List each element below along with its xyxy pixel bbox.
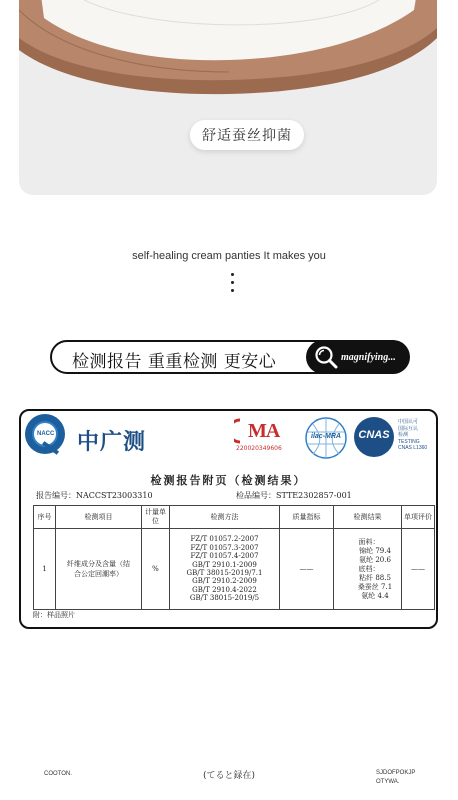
footer-right-text xyxy=(376,769,415,787)
sample-number-value: STTE2302857-001 xyxy=(276,491,352,500)
test-methods xyxy=(170,529,280,610)
result-line: 底档： xyxy=(358,564,380,573)
column-header: 计量单位 xyxy=(142,506,170,529)
column-header: 检测项目 xyxy=(56,506,142,529)
result-line: 氨纶 4.4 xyxy=(361,591,389,600)
result-line: 粘纤 88.5 xyxy=(359,573,391,582)
column-header: 检测结果 xyxy=(334,506,402,529)
cma-code: 220020349606 xyxy=(236,445,282,452)
cnas-logo xyxy=(354,417,394,457)
ellipsis-dots xyxy=(231,273,235,297)
footer-left-text: COOTON. xyxy=(44,771,72,777)
row-number: 1 xyxy=(34,529,56,610)
cnas-info-line: TESTING xyxy=(398,438,420,445)
method-line: GB/T 2910.2-2009 xyxy=(192,577,257,586)
footer-right-line: OTYWA. xyxy=(376,779,400,785)
magnify-button[interactable] xyxy=(306,340,410,374)
sample-number-label: 检品编号： xyxy=(236,491,276,500)
result-line: 氨纶 20.6 xyxy=(359,555,391,564)
method-line: GB/T 2910.1-2009 xyxy=(192,560,257,569)
method-line: FZ/T 01057.3-2007 xyxy=(190,543,259,552)
magnify-button-label: magnifying... xyxy=(341,351,396,363)
cnas-text: CNAS xyxy=(358,429,390,441)
magnifying-glass-icon xyxy=(314,345,338,369)
report-number-value: NACCST23003310 xyxy=(76,491,153,500)
column-header: 序号 xyxy=(34,506,56,529)
method-line: GB/T 2910.4-2022 xyxy=(192,585,257,594)
test-results xyxy=(334,529,402,610)
result-line: 面料： xyxy=(358,537,380,546)
footer-middle-text: (てると録在) xyxy=(203,771,256,781)
test-report-card xyxy=(19,409,438,629)
report-title: 检测报告附页（检测结果） xyxy=(150,474,307,487)
report-note: 附：样品照片 xyxy=(33,611,75,619)
column-header: 单项评价 xyxy=(402,506,435,529)
column-header: 检测方法 xyxy=(170,506,280,529)
ilac-mra-text: ilac-MRA xyxy=(311,433,341,440)
method-line: GB/T 38015-2019/5 xyxy=(189,594,260,603)
results-table xyxy=(33,505,435,610)
feature-badge: 舒适蚕丝抑菌 xyxy=(190,120,304,150)
result-line: 桑蚕丝 7.1 xyxy=(357,582,393,591)
panty-photo xyxy=(19,0,437,98)
search-bar[interactable] xyxy=(50,340,408,374)
nacc-badge-text: NACC xyxy=(37,431,55,437)
search-text: 检测报告 重重检测 更安心 xyxy=(72,352,277,372)
ilac-mra-logo xyxy=(304,416,348,460)
table-header-row xyxy=(34,506,435,529)
sample-number xyxy=(236,490,352,501)
organization-name: 中广测 xyxy=(77,430,147,455)
evaluation: —— xyxy=(402,529,435,610)
column-header: 质量指标 xyxy=(280,506,334,529)
test-item: 纤维成分及含量（结合公定回潮率） xyxy=(56,529,142,610)
footer-right-line: SJDOFPOKJP xyxy=(376,770,416,776)
cnas-info-line: 中国认可 xyxy=(398,419,419,425)
cma-logo-text: MA xyxy=(248,420,280,442)
method-line: FZ/T 01057.4-2007 xyxy=(190,552,259,561)
report-number xyxy=(36,490,153,501)
quality-index: —— xyxy=(280,529,334,610)
method-line: FZ/T 01057.2-2007 xyxy=(190,535,259,544)
slogan-text: self-healing cream panties It makes you xyxy=(132,250,326,262)
unit: % xyxy=(142,529,170,610)
result-line: 锦纶 79.4 xyxy=(359,546,391,555)
cnas-info-line: 国际互认 xyxy=(398,425,419,432)
table-row xyxy=(34,529,435,610)
product-photo-card xyxy=(19,0,437,195)
cnas-info-line: 检测 xyxy=(398,432,409,438)
cnas-info-line: CNAS L1360 xyxy=(398,445,428,451)
report-number-label: 报告编号： xyxy=(36,491,76,500)
method-line: GB/T 38015-2019/7.1 xyxy=(186,569,263,577)
cma-logo xyxy=(234,417,294,457)
cnas-info xyxy=(398,419,427,452)
